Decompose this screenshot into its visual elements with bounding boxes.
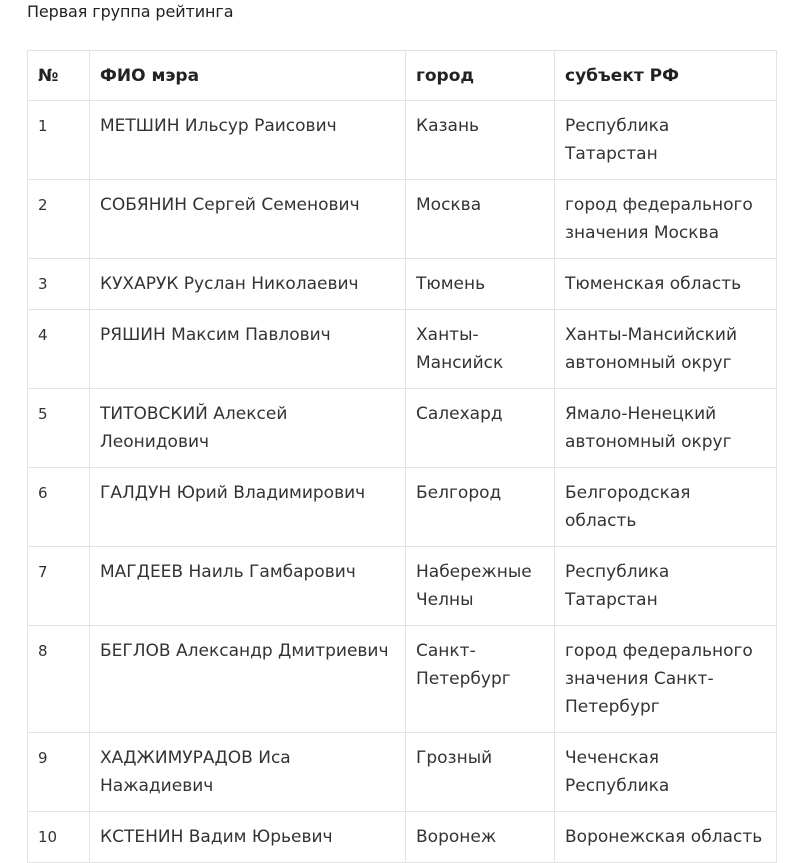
cell-city: Набережные Челны xyxy=(406,547,555,626)
cell-region: Белгородская область xyxy=(555,468,777,547)
cell-mayor-name: СОБЯНИН Сергей Семенович xyxy=(90,180,406,259)
cell-region: Ямало-Ненецкий автономный округ xyxy=(555,389,777,468)
table-row xyxy=(28,310,777,389)
cell-number: 1 xyxy=(28,101,90,180)
cell-city: Тюмень xyxy=(406,259,555,310)
cell-number: 8 xyxy=(28,626,90,733)
cell-mayor-name: БЕГЛОВ Александр Дмитриевич xyxy=(90,626,406,733)
cell-region: Ханты-Мансийский автономный округ xyxy=(555,310,777,389)
table-row xyxy=(28,468,777,547)
cell-city: Казань xyxy=(406,101,555,180)
table-row xyxy=(28,812,777,863)
cell-mayor-name: ТИТОВСКИЙ Алексей Леонидович xyxy=(90,389,406,468)
cell-number: 3 xyxy=(28,259,90,310)
cell-number: 5 xyxy=(28,389,90,468)
cell-mayor-name: МЕТШИН Ильсур Раисович xyxy=(90,101,406,180)
table-row xyxy=(28,547,777,626)
cell-mayor-name: ГАЛДУН Юрий Владимирович xyxy=(90,468,406,547)
cell-region: город федерального значения Санкт-Петербург xyxy=(555,626,777,733)
cell-mayor-name: КУХАРУК Руслан Николаевич xyxy=(90,259,406,310)
header-mayor-name: ФИО мэра xyxy=(90,51,406,101)
cell-city: Ханты-Мансийск xyxy=(406,310,555,389)
table-row xyxy=(28,101,777,180)
page-title: Первая группа рейтинга xyxy=(27,2,234,21)
cell-mayor-name: МАГДЕЕВ Наиль Гамбарович xyxy=(90,547,406,626)
cell-region: Тюменская область xyxy=(555,259,777,310)
rating-table xyxy=(27,50,777,863)
table-header xyxy=(28,51,777,101)
header-row xyxy=(28,51,777,101)
table-row xyxy=(28,733,777,812)
cell-number: 6 xyxy=(28,468,90,547)
cell-mayor-name: ХАДЖИМУРАДОВ Иса Нажадиевич xyxy=(90,733,406,812)
header-city: город xyxy=(406,51,555,101)
header-region: субъект РФ xyxy=(555,51,777,101)
cell-region: Республика Татарстан xyxy=(555,101,777,180)
table-body xyxy=(28,101,777,863)
cell-mayor-name: КСТЕНИН Вадим Юрьевич xyxy=(90,812,406,863)
cell-city: Грозный xyxy=(406,733,555,812)
cell-number: 10 xyxy=(28,812,90,863)
cell-region: город федерального значения Москва xyxy=(555,180,777,259)
cell-city: Салехард xyxy=(406,389,555,468)
cell-city: Москва xyxy=(406,180,555,259)
header-number: № xyxy=(28,51,90,101)
cell-city: Санкт-Петербург xyxy=(406,626,555,733)
cell-number: 4 xyxy=(28,310,90,389)
table-row xyxy=(28,389,777,468)
cell-region: Воронежская область xyxy=(555,812,777,863)
cell-region: Республика Татарстан xyxy=(555,547,777,626)
table-row xyxy=(28,180,777,259)
cell-number: 2 xyxy=(28,180,90,259)
cell-city: Воронеж xyxy=(406,812,555,863)
table-row xyxy=(28,259,777,310)
cell-mayor-name: РЯШИН Максим Павлович xyxy=(90,310,406,389)
cell-number: 9 xyxy=(28,733,90,812)
cell-city: Белгород xyxy=(406,468,555,547)
cell-region: Чеченская Республика xyxy=(555,733,777,812)
table-row xyxy=(28,626,777,733)
cell-number: 7 xyxy=(28,547,90,626)
